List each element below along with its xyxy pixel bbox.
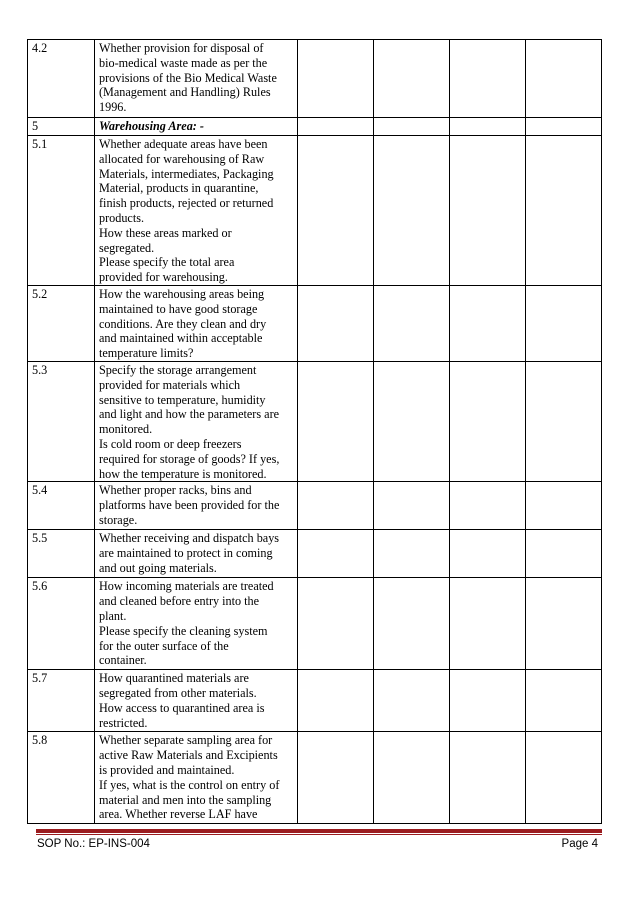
response-cell — [374, 136, 450, 286]
item-number: 5.7 — [28, 670, 95, 732]
section-header-row — [28, 118, 602, 136]
response-cell — [450, 40, 526, 118]
response-cell — [298, 530, 374, 578]
section-number: 5 — [28, 118, 95, 136]
response-cell — [374, 361, 450, 481]
table-row — [28, 361, 602, 481]
response-cell — [374, 578, 450, 670]
response-cell — [450, 732, 526, 824]
item-question: Specify the storage arrangement provided for materials which sensitive to temperature, humidity and light and how the parameters are monitored. Is cold room or deep freezers required for storage of goods? If yes, how the temperature is monitored. — [95, 361, 298, 481]
footer-divider-thin — [36, 834, 602, 835]
response-cell — [526, 40, 602, 118]
response-cell — [450, 530, 526, 578]
item-question: Whether proper racks, bins and platforms have been provided for the storage. — [95, 482, 298, 530]
response-cell — [450, 578, 526, 670]
response-cell — [374, 670, 450, 732]
response-cell — [526, 578, 602, 670]
table-row — [28, 286, 602, 362]
response-cell — [298, 670, 374, 732]
section-title: Warehousing Area: - — [95, 118, 298, 136]
response-cell — [450, 286, 526, 362]
response-cell — [374, 482, 450, 530]
table-row — [28, 530, 602, 578]
response-cell — [526, 118, 602, 136]
item-number: 5.4 — [28, 482, 95, 530]
footer-divider — [36, 829, 602, 833]
response-cell — [298, 361, 374, 481]
response-cell — [374, 118, 450, 136]
page-number: Page 4 — [561, 838, 598, 850]
table-row — [28, 40, 602, 118]
item-number: 4.2 — [28, 40, 95, 118]
response-cell — [298, 40, 374, 118]
table-row — [28, 136, 602, 286]
response-cell — [526, 530, 602, 578]
response-cell — [526, 361, 602, 481]
response-cell — [298, 286, 374, 362]
response-cell — [374, 286, 450, 362]
table-row — [28, 670, 602, 732]
item-question: How the warehousing areas being maintained to have good storage conditions. Are they clean and dry and maintained within acceptable temperature limits? — [95, 286, 298, 362]
table-row — [28, 482, 602, 530]
item-number: 5.5 — [28, 530, 95, 578]
table-row — [28, 732, 602, 824]
item-number: 5.3 — [28, 361, 95, 481]
response-cell — [298, 578, 374, 670]
response-cell — [450, 361, 526, 481]
response-cell — [298, 136, 374, 286]
response-cell — [298, 118, 374, 136]
item-question: Whether provision for disposal of bio-medical waste made as per the provisions of the Bio Medical Waste (Management and Handling) Rules 1996. — [95, 40, 298, 118]
item-question: Whether separate sampling area for active Raw Materials and Excipients is provided and maintained. If yes, what is the control on entry of material and men into the sampling area. Whether reverse LAF have — [95, 732, 298, 824]
sop-number: SOP No.: EP-INS-004 — [37, 838, 150, 850]
response-cell — [450, 670, 526, 732]
response-cell — [526, 670, 602, 732]
response-cell — [450, 118, 526, 136]
item-number: 5.6 — [28, 578, 95, 670]
response-cell — [374, 530, 450, 578]
response-cell — [526, 286, 602, 362]
response-cell — [374, 40, 450, 118]
response-cell — [450, 482, 526, 530]
item-question: Whether adequate areas have been allocated for warehousing of Raw Materials, intermediates, Packaging Material, products in quarantine, finish products, rejected or returned products. How these areas marked or segregated. Please specify the total area provided for warehousing. — [95, 136, 298, 286]
response-cell — [298, 732, 374, 824]
item-number: 5.2 — [28, 286, 95, 362]
item-number: 5.8 — [28, 732, 95, 824]
inspection-checklist-table — [27, 39, 602, 824]
response-cell — [450, 136, 526, 286]
response-cell — [374, 732, 450, 824]
item-question: How incoming materials are treated and cleaned before entry into the plant. Please specify the cleaning system for the outer surface of the container. — [95, 578, 298, 670]
table-row — [28, 578, 602, 670]
response-cell — [526, 732, 602, 824]
response-cell — [526, 482, 602, 530]
item-question: How quarantined materials are segregated from other materials. How access to quarantined area is restricted. — [95, 670, 298, 732]
item-question: Whether receiving and dispatch bays are maintained to protect in coming and out going materials. — [95, 530, 298, 578]
item-number: 5.1 — [28, 136, 95, 286]
response-cell — [298, 482, 374, 530]
response-cell — [526, 136, 602, 286]
